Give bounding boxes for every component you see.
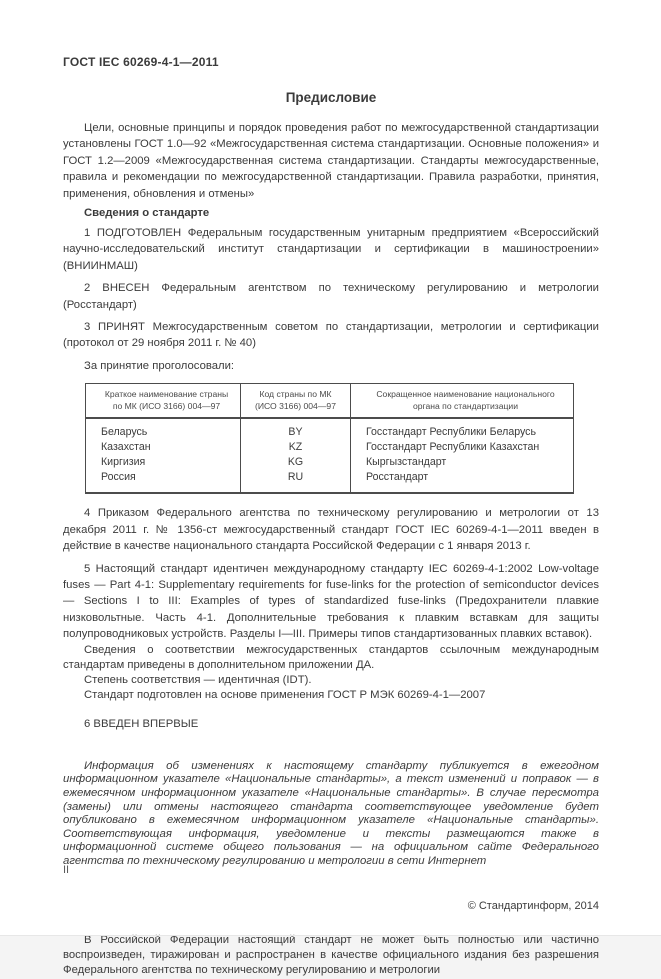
page-title: Предисловие xyxy=(285,90,377,105)
country-cell: Россия xyxy=(86,470,241,493)
country-cell: Киргизия xyxy=(86,455,241,470)
country-cell: Казахстан xyxy=(86,440,241,455)
vote-table-header-code: Код страны по МК (ИСО 3166) 004—97 xyxy=(241,384,351,419)
info-item-1: 1 ПОДГОТОВЛЕН Федеральным государственным унитарным предприятием «Всероссийский научно-исследовательский институт стандартизации и сертификации в машиностроении» (ВНИИНМАШ) xyxy=(63,227,599,272)
code-cell: KZ xyxy=(241,440,351,455)
info-item-2: 2 ВНЕСЕН Федеральным агентством по техническому регулированию и метрологии (Росстандарт) xyxy=(63,282,599,311)
table-row xyxy=(86,440,574,455)
vote-table-body xyxy=(86,418,574,493)
degree-line: Степень соответствия — идентичная (IDT). xyxy=(84,673,312,686)
vote-table-header-org: Сокращенное наименование национального органа по стандартизации xyxy=(351,384,574,419)
country-cell: Беларусь xyxy=(86,418,241,440)
code-cell: KG xyxy=(241,455,351,470)
copyright-line: © Стандартинформ, 2014 xyxy=(467,899,599,912)
vote-intro-line: За принятие проголосовали: xyxy=(84,359,235,372)
code-cell: RU xyxy=(241,470,351,493)
info-item-6: 6 ВВЕДЕН ВПЕРВЫЕ xyxy=(84,718,199,731)
code-cell: BY xyxy=(241,418,351,440)
vote-table-header-row xyxy=(86,384,574,419)
vote-table xyxy=(85,383,574,494)
page-number: II xyxy=(63,864,70,876)
vote-table-head xyxy=(86,384,574,419)
doc-code: ГОСТ IEC 60269-4-1—2011 xyxy=(63,55,219,69)
table-row xyxy=(86,418,574,440)
org-cell: Росстандарт xyxy=(351,470,574,493)
table-row xyxy=(86,455,574,470)
org-cell: Госстандарт Республики Казахстан xyxy=(351,440,574,455)
change-notice-paragraph: Информация об изменениях к настоящему стандарту публикуется в ежегодном информационном указателе «Национальные стандарты», а текст изменений и поправок — в ежемесячном информационном указателе «Национальные стандарты». В случае пересмотра (замены) или отмены настоящего стандарта соответствующее уведомление будет опубликовано в ежемесячном информационном указателе «Национальные стандарты». Соответствующая информация, уведомление и тексты размещаются также в информационной системе общего пользования — на официальном сайте Федерального агентства по техническому регулированию и метрологии в сети Интернет xyxy=(63,759,599,867)
preface-goals-paragraph: Цели, основные принципы и порядок проведения работ по межгосударственной стандартизации установлены ГОСТ 1.0—92 «Межгосударственная система стандартизации. Основные положения» и ГОСТ 1.2—2009 «Межгосударственная система стандартизации. Стандарты межгосударственные, правила и рекомендации по межгосударственной стандартизации. Правила разработки, принятия, применения, обновления и отмены» xyxy=(63,122,599,200)
restriction-paragraph: В Российской Федерации настоящий стандарт не может быть полностью или частично воспроизведен, тиражирован и распространен в качестве официального издания без разрешения Федерального агентства по техническому регулированию и метрологии xyxy=(63,933,599,977)
standard-info-heading: Сведения о стандарте xyxy=(84,207,210,220)
org-cell: Кыргызстандарт xyxy=(351,455,574,470)
correspondence-paragraph: Сведения о соответствии межгосударственных стандартов ссылочным международным стандартам приведены в дополнительном приложении ДА. xyxy=(63,643,599,671)
info-item-3: 3 ПРИНЯТ Межгосударственным советом по стандартизации, метрологии и сертификации (протокол от 29 ноября 2011 г. № 40) xyxy=(63,321,599,350)
table-row xyxy=(86,470,574,493)
vote-table-header-country: Краткое наименование страны по МК (ИСО 3166) 004—97 xyxy=(86,384,241,419)
info-item-4: 4 Приказом Федерального агентства по техническому регулированию и метрологии от 13 декабря 2011 г. № 1356-ст межгосударственный стандарт ГОСТ IEC 60269-4-1—2011 введен в действие в качестве национального стандарта Российской Федерации с 1 января 2013 г. xyxy=(63,507,599,553)
info-item-5: 5 Настоящий стандарт идентичен международному стандарту IEC 60269-4-1:2002 Low-voltage fuses — Part 4-1: Supplementary requirements for fuse-links for the protection of semiconductor devices — Sections I to III: Examples of types of standardized fuse-links (Предохранители плавкие низковольтные. Часть 4-1. Дополнительные требования к плавким вставкам для защиты полупроводниковых устройств. Разделы I—III. Примеры типов стандартизованных плавких вставок). xyxy=(63,562,599,641)
org-cell: Госстандарт Республики Беларусь xyxy=(351,418,574,440)
based-on-line: Стандарт подготовлен на основе применения ГОСТ Р МЭК 60269-4-1—2007 xyxy=(84,689,486,702)
